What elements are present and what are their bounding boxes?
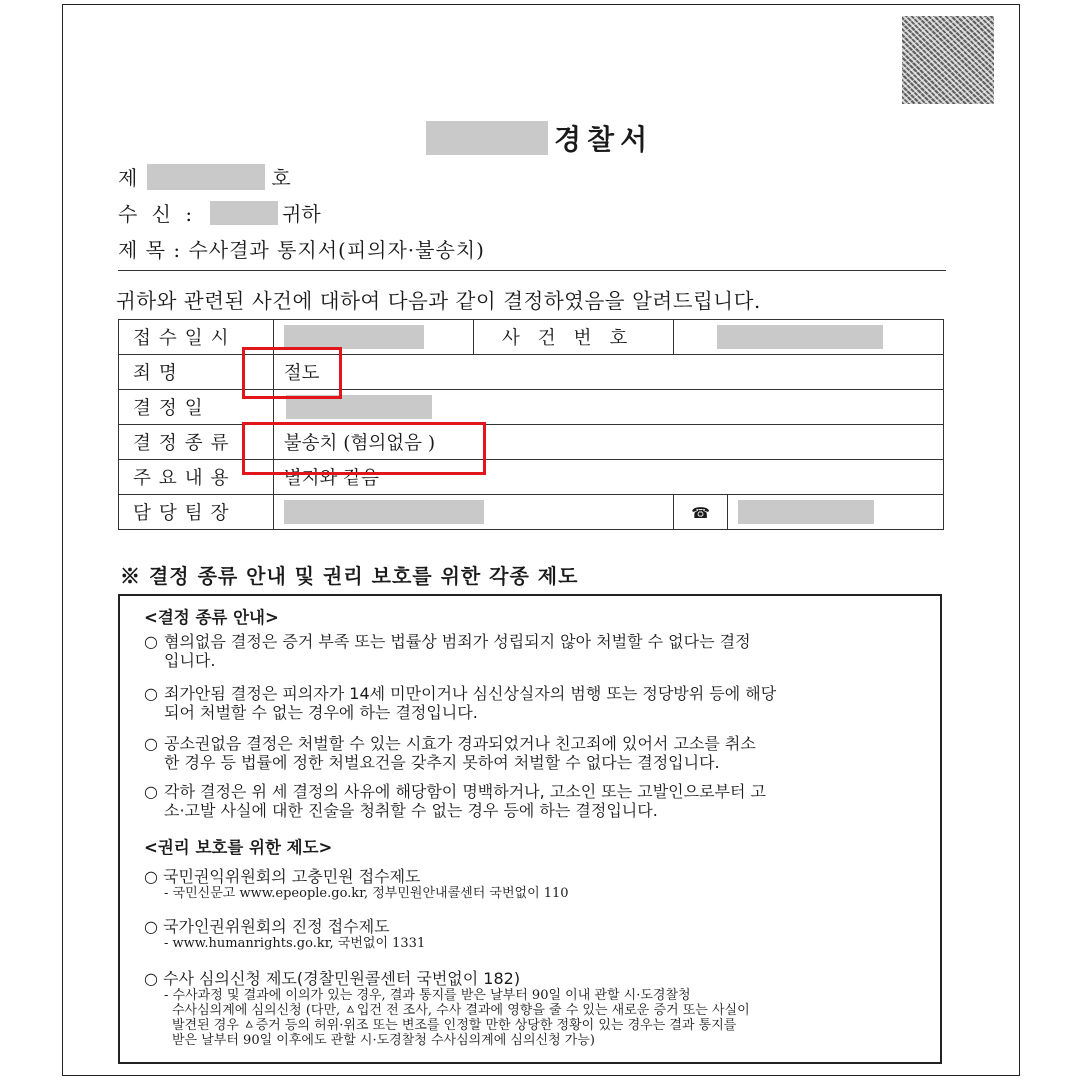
team-leader-label: 담당팀장: [119, 495, 274, 530]
subject-line: [118, 234, 485, 263]
recipient-suffix: 귀하: [282, 202, 321, 226]
guide-box: [118, 594, 942, 1064]
intro-text: 귀하와 관련된 사건에 대하여 다음과 같이 결정하였음을 알려드립니다.: [116, 289, 761, 313]
item-line: 소·고발 사실에 대한 진술을 청취할 수 없는 경우 등에 하는 결정입니다.: [164, 801, 658, 820]
charge-value: 절도: [273, 355, 943, 390]
rights-item-head: ○ 국가인권위원회의 진정 접수제도: [144, 917, 390, 936]
phone-icon: ☎: [691, 503, 710, 522]
item-line: 되어 처벌할 수 없는 경우에 하는 결정입니다.: [164, 703, 478, 722]
rights-item-sub: 발견된 경우 ㅿ증거 등의 허위·위조 또는 변조를 인정할 만한 상당한 정황이 있는 경우는 결과 통지를: [172, 1018, 737, 1033]
case-number-label: 사건번호: [474, 320, 674, 355]
decision-date-value: [273, 390, 943, 425]
bullet: ○: [144, 632, 158, 651]
redacted-team-leader: [284, 500, 484, 524]
bullet: ○: [144, 734, 158, 753]
notice-heading: ※ 결정 종류 안내 및 권리 보호를 위한 각종 제도: [120, 564, 579, 588]
received-date-label: 접수일시: [119, 320, 274, 355]
rights-item-head: ○ 수사 심의신청 제도(경찰민원콜센터 국번없이 182): [144, 969, 521, 988]
redacted-phone: [738, 500, 874, 524]
subject-text: 제 목 : 수사결과 통지서(피의자·불송치): [118, 238, 485, 262]
doc-no-prefix: 제: [118, 166, 138, 190]
rights-item-sub: 수사심의계에 심의신청 (다만, ㅿ입건 전 조사, 수사 결과에 영향을 줄 수 있는 새로운 증거 또는 사실이: [172, 1003, 750, 1018]
summary-label: 주요내용: [119, 460, 274, 495]
recipient-label: 수 신 :: [118, 202, 197, 226]
item-line: 입니다.: [164, 651, 216, 670]
bullet: ○: [144, 782, 158, 801]
list-item: [144, 632, 920, 670]
item-line: 죄가안됨 결정은 피의자가 14세 미만이거나 심신상실자의 범행 또는 정당방위 등에 해당: [164, 684, 777, 703]
item-line: 공소권없음 결정은 처벌할 수 있는 시효가 경과되었거나 친고죄에 있어서 고소를 취소: [164, 734, 756, 753]
decision-type-value: 불송치 (혐의없음 ): [273, 425, 943, 460]
rights-item-sub: 받은 날부터 90일 이후에도 관할 시·도경찰청 수사심의계에 심의신청 가능): [172, 1033, 595, 1048]
charge-label: 죄명: [119, 355, 274, 390]
list-item: [144, 782, 920, 820]
rights-item-sub: - www.humanrights.go.kr, 국번없이 1331: [164, 936, 426, 951]
section-rights-title: <권리 보호를 위한 제도>: [144, 838, 333, 857]
rights-item-sub: - 국민신문고 www.epeople.go.kr, 정부민원안내콜센터 국번없이 110: [164, 886, 569, 901]
highlight-decision-type: [242, 422, 486, 475]
list-item: [144, 684, 920, 722]
doc-no-suffix: 호: [271, 166, 291, 190]
title-suffix: 경찰서: [554, 123, 654, 156]
bullet: ○: [144, 684, 158, 703]
redacted-received-date: [284, 325, 424, 349]
case-number-value: [674, 320, 944, 355]
item-line: 한 경우 등 법률에 정한 처벌요건을 갖추지 못하여 처벌할 수 없다는 결정입니다.: [164, 753, 720, 772]
team-leader-phone: [727, 495, 943, 530]
qr-code-icon: [902, 16, 994, 104]
item-line: 각하 결정은 위 세 결정의 사유에 해당함이 명백하거나, 고소인 또는 고발인으로부터 고: [164, 782, 766, 801]
document-title: [426, 118, 653, 158]
item-line: 혐의없음 결정은 증거 부족 또는 법률상 범죄가 성립되지 않아 처벌할 수 없다는 결정: [164, 632, 751, 651]
phone-icon-cell: [674, 495, 728, 530]
highlight-charge: [242, 347, 342, 399]
list-item: [144, 734, 920, 772]
decision-date-label: 결정일: [119, 390, 274, 425]
rights-item-head: ○ 국민권익위원회의 고충민원 접수제도: [144, 867, 421, 886]
redacted-case-number: [717, 325, 883, 349]
section-decision-types-title: <결정 종류 안내>: [144, 608, 279, 627]
redacted-recipient: [210, 201, 278, 225]
header-divider: [118, 270, 946, 271]
summary-value: 별지와 같음: [273, 460, 943, 495]
team-leader-value: [273, 495, 674, 530]
recipient-line: [118, 198, 321, 227]
redacted-doc-number: [147, 164, 265, 190]
redacted-station-name: [426, 121, 548, 155]
doc-number-line: [118, 162, 291, 191]
decision-type-label: 결정종류: [119, 425, 274, 460]
rights-item-sub: - 수사과정 및 결과에 이의가 있는 경우, 결과 통지를 받은 날부터 90일 이내 관할 시·도경찰청: [164, 988, 691, 1003]
table-row: [119, 495, 944, 530]
